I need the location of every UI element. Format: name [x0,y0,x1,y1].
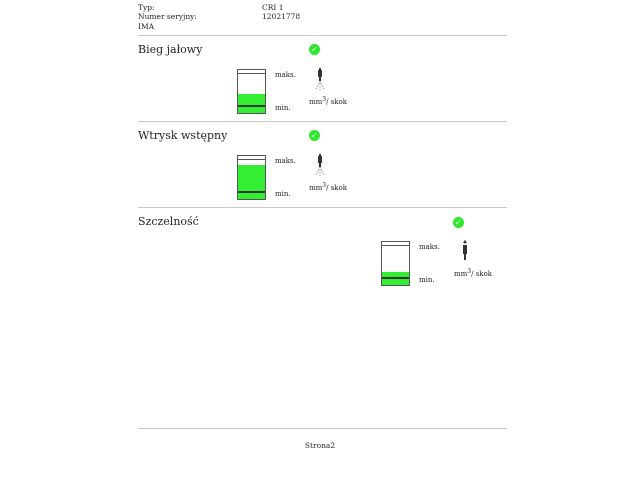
check-icon: ✓ [309,130,320,141]
divider [138,207,507,208]
divider [138,121,507,122]
gauge-pilot [237,155,266,200]
check-icon: ✓ [309,44,320,55]
ima-label: IMA [138,22,155,31]
type-label: Typ: [138,3,155,12]
section-title-leak: Szczelność [138,215,199,228]
gauge-min-line [238,105,265,107]
gauge-max-band [382,245,409,246]
gauge-min-label: min. [275,190,291,198]
gauge-idle [237,69,266,114]
type-value: CRI 1 [262,3,284,12]
gauge-max-band [238,159,265,160]
gauge-min-line [238,191,265,193]
gauge-max-band [238,73,265,74]
gauge-max-label: maks. [275,71,296,79]
footer-divider [138,428,507,429]
injector-icon [313,154,327,178]
injector-icon [458,240,472,264]
section-title-idle: Bieg jałowy [138,43,203,56]
gauge-min-line [382,277,409,279]
unit-label: $mm^3/$ skok [309,182,347,192]
gauge-min-label: min. [275,104,291,112]
unit-label: $mm^3/$ skok [309,96,347,106]
page-number: Strona2 [304,441,336,450]
section-title-pilot: Wtrysk wstępny [138,129,228,142]
gauge-fill [238,94,265,113]
check-icon: ✓ [453,217,464,228]
gauge-leak [381,241,410,286]
serial-value: 12021778 [262,12,301,21]
injector-icon [313,68,327,92]
gauge-min-label: min. [419,276,435,284]
gauge-max-label: maks. [419,243,440,251]
unit-label: $mm^3/$ skok [454,268,492,278]
gauge-max-label: maks. [275,157,296,165]
gauge-fill [238,165,265,199]
divider [138,35,507,36]
serial-label: Numer seryjny: [138,12,197,21]
